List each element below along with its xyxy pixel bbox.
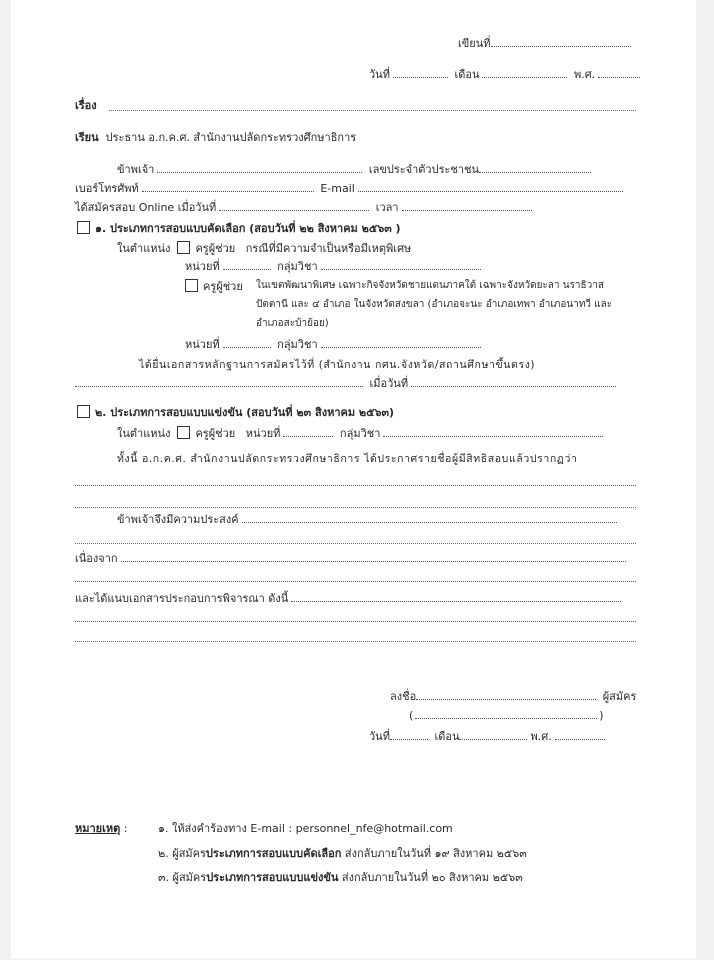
to-row xyxy=(75,131,356,145)
signature-date-row xyxy=(369,730,608,744)
attachments-row xyxy=(75,592,624,606)
signature-field[interactable] xyxy=(416,690,596,700)
s1-opt2-subject-field[interactable] xyxy=(321,338,481,348)
attachments-field[interactable] xyxy=(291,592,621,602)
phone-label: เบอร์โทรศัพท์ xyxy=(75,182,139,195)
s1-opt2-row xyxy=(185,279,243,294)
s1-opt1-checkbox[interactable] xyxy=(177,241,190,254)
because-field[interactable] xyxy=(121,552,626,562)
note-item-1: ๑. ให้ส่งคำร้องทาง E-mail : personnel_nfe@hotmail.com xyxy=(158,822,453,835)
time-field[interactable] xyxy=(402,201,532,211)
s1-unit-label: หน่วยที่ xyxy=(185,260,220,273)
s1-submitted-row xyxy=(75,377,619,391)
notes-heading xyxy=(75,822,128,836)
section2-row xyxy=(77,405,394,420)
s1-submitted-text: ได้ยื่นเอกสารหลักฐานการสมัครไว้ที่ (สำนักงาน กศน.จังหวัด/สถานศึกษาขึ้นตรง) xyxy=(139,359,536,371)
purpose-label: ข้าพเจ้าจึงมีความประสงค์ xyxy=(117,513,239,526)
email-label: E-mail xyxy=(320,182,355,195)
attachments-label: และได้แนบเอกสารประกอบการพิจารณา ดังนี้ xyxy=(75,592,289,605)
s1-date-label: เมื่อวันที่ xyxy=(369,377,409,390)
paren-open: ( xyxy=(409,709,414,722)
s1-opt2-label: ครูผู้ช่วย xyxy=(203,280,243,293)
month-label: เดือน xyxy=(454,68,480,81)
written-at-field[interactable] xyxy=(491,37,631,47)
signature-row xyxy=(390,690,636,704)
online-label: ได้สมัครสอบ Online เมื่อวันที่ xyxy=(75,201,217,214)
note-item-2-prefix: ๒. ผู้สมัคร xyxy=(158,847,206,860)
because-label: เนื่องจาก xyxy=(75,552,118,565)
note-item-3 xyxy=(158,871,523,885)
sig-month-field[interactable] xyxy=(459,730,527,740)
sig-day-label: วันที่ xyxy=(369,730,390,743)
to-label: เรียน xyxy=(75,131,99,144)
sig-month-label: เดือน xyxy=(434,730,460,743)
subject-label: เรื่อง xyxy=(75,99,97,112)
s1-opt2-unit-row xyxy=(185,338,484,352)
subject-field[interactable] xyxy=(109,109,636,111)
s1-submitted-place-field[interactable] xyxy=(75,377,363,387)
notes-label: หมายเหตุ xyxy=(75,822,121,835)
sig-year-field[interactable] xyxy=(555,730,605,740)
id-field[interactable] xyxy=(479,163,591,173)
name-field[interactable] xyxy=(157,163,362,173)
s1-opt2-checkbox[interactable] xyxy=(185,279,198,292)
because-row xyxy=(75,552,629,566)
phone-field[interactable] xyxy=(142,182,314,192)
written-at-row xyxy=(458,37,634,51)
s2-subject-group-label: กลุ่มวิชา xyxy=(339,427,381,440)
sig-year-label: พ.ศ. xyxy=(530,730,552,743)
attachments-line-2[interactable] xyxy=(75,620,636,622)
email-field[interactable] xyxy=(358,182,623,192)
printed-name-row xyxy=(409,709,604,723)
note-item-2-bold: ประเภทการสอบแบบคัดเลือก xyxy=(205,847,342,860)
id-label: เลขประจำตัวประชาชน xyxy=(368,163,480,176)
s1-opt2-unit-field[interactable] xyxy=(223,338,271,348)
section1-row xyxy=(77,221,401,236)
day-label: วันที่ xyxy=(369,68,390,81)
applicant-label: ผู้สมัคร xyxy=(602,690,637,703)
s2-unit-field[interactable] xyxy=(283,427,333,437)
s1-opt1-unit-field[interactable] xyxy=(223,260,271,270)
online-date-field[interactable] xyxy=(219,201,369,211)
month-field[interactable] xyxy=(482,68,567,78)
name-label: ข้าพเจ้า xyxy=(117,163,155,176)
s2-unit-label: หน่วยที่ xyxy=(245,427,281,440)
s1-opt2-desc-3: อำเภอสะบ้าย้อย) xyxy=(256,318,329,329)
s1-opt2-desc-1: ในเขตพัฒนาพิเศษ เฉพาะกิจจังหวัดชายแดนภาคใต้ เฉพาะจังหวัดยะลา นราธิวาส xyxy=(256,280,604,291)
note-item-2 xyxy=(158,847,527,861)
notes-colon: : xyxy=(123,822,128,835)
s1-opt2-desc-2: ปัตตานี และ ๔ อำเภอ ในจังหวัดสงขลา (อำเภอจะนะ อำเภอเทพา อำเภอนาทวี และ xyxy=(256,299,613,310)
s2-opt-checkbox[interactable] xyxy=(177,426,190,439)
online-row xyxy=(75,201,535,215)
s1-opt1-label: ครูผู้ช่วย xyxy=(195,242,236,255)
purpose-row xyxy=(117,513,620,527)
section2-checkbox[interactable] xyxy=(77,405,90,418)
s2-opt-label: ครูผู้ช่วย xyxy=(195,427,236,440)
date-row xyxy=(369,68,643,82)
s1-position-label: ในตำแหน่ง xyxy=(117,242,171,255)
printed-name-field[interactable] xyxy=(415,709,597,719)
sign-label: ลงชื่อ xyxy=(390,690,417,703)
s2-result-line-1[interactable] xyxy=(75,484,636,486)
note-item-2-suffix: ส่งกลับภายในวันที่ ๑๙ สิงหาคม ๒๕๖๓ xyxy=(341,847,527,860)
year-field[interactable] xyxy=(598,68,640,78)
name-row xyxy=(117,163,594,177)
section2-title: ๒. ประเภทการสอบแบบแข่งขัน (สอบวันที่ ๒๓ สิงหาคม ๒๕๖๓) xyxy=(95,406,395,419)
year-label: พ.ศ. xyxy=(573,68,596,81)
s1-subject-group-label-2: กลุ่มวิชา xyxy=(277,338,318,351)
because-line-2[interactable] xyxy=(75,580,636,582)
phone-row xyxy=(75,182,626,196)
purpose-field[interactable] xyxy=(242,513,617,523)
attachments-line-3[interactable] xyxy=(75,640,636,642)
s2-opt-row xyxy=(117,426,606,441)
sig-day-field[interactable] xyxy=(390,730,428,740)
note-item-3-prefix: ๓. ผู้สมัคร xyxy=(158,871,207,884)
note-item-3-bold: ประเภทการสอบแบบแข่งขัน xyxy=(206,871,339,884)
written-at-label: เขียนที่ xyxy=(458,37,491,50)
s2-result-line-2[interactable] xyxy=(75,506,636,508)
section1-checkbox[interactable] xyxy=(77,221,90,234)
s1-opt1-subject-field[interactable] xyxy=(321,260,481,270)
s2-announcement: ทั้งนี้ อ.ก.ค.ศ. สำนักงานปลัดกระทรวงศึกษาธิการ ได้ประกาศรายชื่อผู้มีสิทธิสอบแล้วปรากฏว่า xyxy=(117,453,578,465)
s1-date-field[interactable] xyxy=(411,377,616,387)
time-label: เวลา xyxy=(375,201,399,214)
s1-subject-group-label: กลุ่มวิชา xyxy=(277,260,318,273)
day-field[interactable] xyxy=(393,68,448,78)
s1-unit-label-2: หน่วยที่ xyxy=(185,338,220,351)
s2-subject-field[interactable] xyxy=(383,427,603,437)
s1-opt1-row xyxy=(117,241,411,256)
purpose-line-2[interactable] xyxy=(75,542,636,544)
paren-close: ) xyxy=(599,709,604,722)
section1-title: ๑. ประเภทการสอบแบบคัดเลือก (สอบวันที่ ๒๒ สิงหาคม ๒๕๖๓ ) xyxy=(95,222,401,235)
form-page xyxy=(11,0,696,958)
s1-opt1-unit-row xyxy=(185,260,484,274)
note-item-3-suffix: ส่งกลับภายในวันที่ ๒๐ สิงหาคม ๒๕๖๓ xyxy=(338,871,523,884)
s2-position-label: ในตำแหน่ง xyxy=(117,427,171,440)
to-value: ประธาน อ.ก.ค.ศ. สำนักงานปลัดกระทรวงศึกษาธิการ xyxy=(105,131,357,144)
s1-opt1-desc: กรณีที่มีความจำเป็นหรือมีเหตุพิเศษ xyxy=(245,242,412,255)
